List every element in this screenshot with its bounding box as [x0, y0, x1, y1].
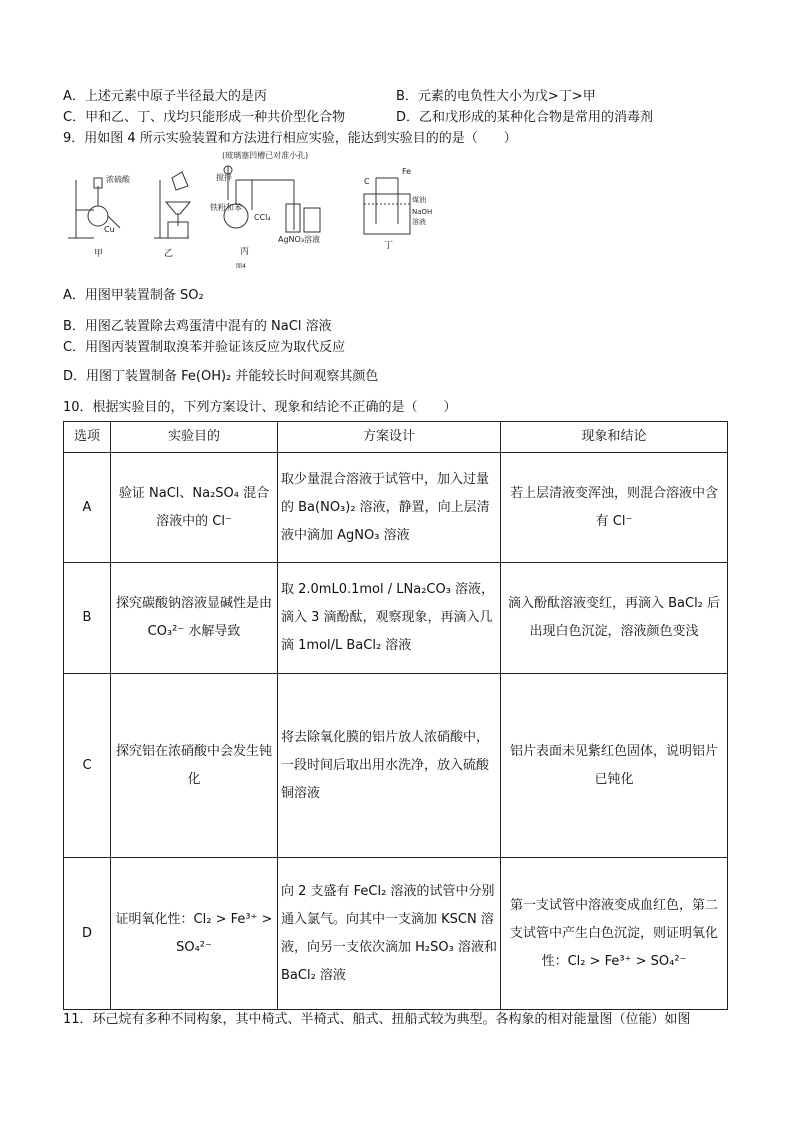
- q9-option-b: B．用图乙装置除去鸡蛋清中混有的 NaCl 溶液: [63, 319, 332, 334]
- apparatus-ding: [364, 178, 410, 234]
- label-agno3: AgNO₃溶液: [278, 235, 321, 244]
- q9-option-d: D．用图丁装置制备 Fe(OH)₂ 并能较长时间观察其颜色: [63, 369, 379, 384]
- row-option: A: [64, 453, 111, 563]
- label-ding: 丁: [384, 241, 394, 251]
- table-row: [64, 453, 728, 563]
- row-option: C: [64, 674, 111, 858]
- row-purpose: 探究铝在浓硝酸中会发生钝化: [111, 674, 278, 858]
- header-purpose: 实验目的: [111, 422, 278, 453]
- row-purpose: 验证 NaCl、Na₂SO₄ 混合溶液中的 Cl⁻: [111, 453, 278, 563]
- q10-table: [63, 421, 728, 1010]
- row-option: B: [64, 563, 111, 674]
- q8-option-c: C．甲和乙、丁、戊均只能形成一种共价型化合物: [63, 110, 346, 125]
- q9-stem: 9．用如图 4 所示实验装置和方法进行相应实验，能达到实验目的的是（ ）: [63, 131, 517, 146]
- q11-stem: 11．环己烷有多种不同构象，其中椅式、半椅式、船式、扭船式较为典型。各构象的相对能量图（位能）如图: [63, 1012, 691, 1027]
- table-row: [64, 563, 728, 674]
- label-jia: 甲: [94, 249, 104, 259]
- q8-option-b: B．元素的电负性大小为戊>丁>甲: [396, 89, 596, 104]
- row-option: D: [64, 858, 111, 1010]
- label-fe: Fe: [402, 167, 412, 176]
- row-design: 取 2.0mL0.1mol / LNa₂CO₃ 溶液，滴入 3 滴酚酞，观察现象，再滴入几滴 1mol/L BaCl₂ 溶液: [278, 563, 501, 674]
- q10-stem: 10．根据实验目的，下列方案设计、现象和结论不正确的是（ ）: [63, 400, 457, 415]
- label-ccl4: CCl₄: [254, 213, 271, 222]
- label-stir: 搅拌: [216, 173, 232, 182]
- row-result: 铝片表面未见紫红色固体，说明铝片已钝化: [501, 674, 728, 858]
- label-cu: Cu: [104, 225, 115, 234]
- row-purpose: 证明氧化性：Cl₂ > Fe³⁺ > SO₄²⁻: [111, 858, 278, 1010]
- row-result: 滴入酚酞溶液变红，再滴入 BaCl₂ 后出现白色沉淀，溶液颜色变浅: [501, 563, 728, 674]
- row-design: 取少量混合溶液于试管中，加入过量的 Ba(NO₃)₂ 溶液，静置，向上层清液中滴加 AgNO₃ 溶液: [278, 453, 501, 563]
- q8-option-a: A．上述元素中原子半径最大的是丙: [63, 89, 267, 104]
- q9-option-a: A．用图甲装置制备 SO₂: [63, 288, 204, 303]
- header-option: 选项: [64, 422, 111, 453]
- row-purpose: 探究碳酸钠溶液显碱性是由 CO₃²⁻ 水解导致: [111, 563, 278, 674]
- figure-header: (玻璃塞凹槽已对准小孔): [222, 151, 309, 160]
- row-design: 将去除氧化膜的铝片放人浓硝酸中，一段时间后取出用水洗净，放入硫酸铜溶液: [278, 674, 501, 858]
- label-bing: 丙: [240, 247, 250, 257]
- label-c: C: [364, 177, 370, 186]
- row-result: 若上层清液变浑浊，则混合溶液中含有 Cl⁻: [501, 453, 728, 563]
- q8-option-d: D．乙和戊形成的某种化合物是常用的消毒剂: [396, 110, 654, 125]
- label-conc-h2so4: 浓硫酸: [106, 175, 130, 184]
- header-design: 方案设计: [278, 422, 501, 453]
- label-iron-bromine: 铁粉和苯: [210, 203, 242, 212]
- label-solution: 溶液: [412, 218, 426, 226]
- q9-option-c: C．用图丙装置制取溴苯并验证该反应为取代反应: [63, 340, 346, 355]
- label-yi: 乙: [164, 249, 174, 259]
- table-row: [64, 858, 728, 1010]
- table-header-row: [64, 422, 728, 453]
- row-result: 第一支试管中溶液变成血红色，第二支试管中产生白色沉淀，则证明氧化性：Cl₂ > Fe³⁺ > SO₄²⁻: [501, 858, 728, 1010]
- apparatus-figure: [64, 150, 433, 270]
- header-result: 现象和结论: [501, 422, 728, 453]
- label-fig-no: 图4: [236, 263, 246, 270]
- label-naoh: NaOH: [412, 208, 433, 216]
- apparatus-yi: [154, 172, 190, 238]
- table-row: [64, 674, 728, 858]
- apparatus-bing: [224, 166, 320, 232]
- label-kerosene: 煤油: [412, 196, 426, 204]
- row-design: 向 2 支盛有 FeCl₂ 溶液的试管中分别通入氯气。向其中一支滴加 KSCN 溶液，向另一支依次滴加 H₂SO₃ 溶液和 BaCl₂ 溶液: [278, 858, 501, 1010]
